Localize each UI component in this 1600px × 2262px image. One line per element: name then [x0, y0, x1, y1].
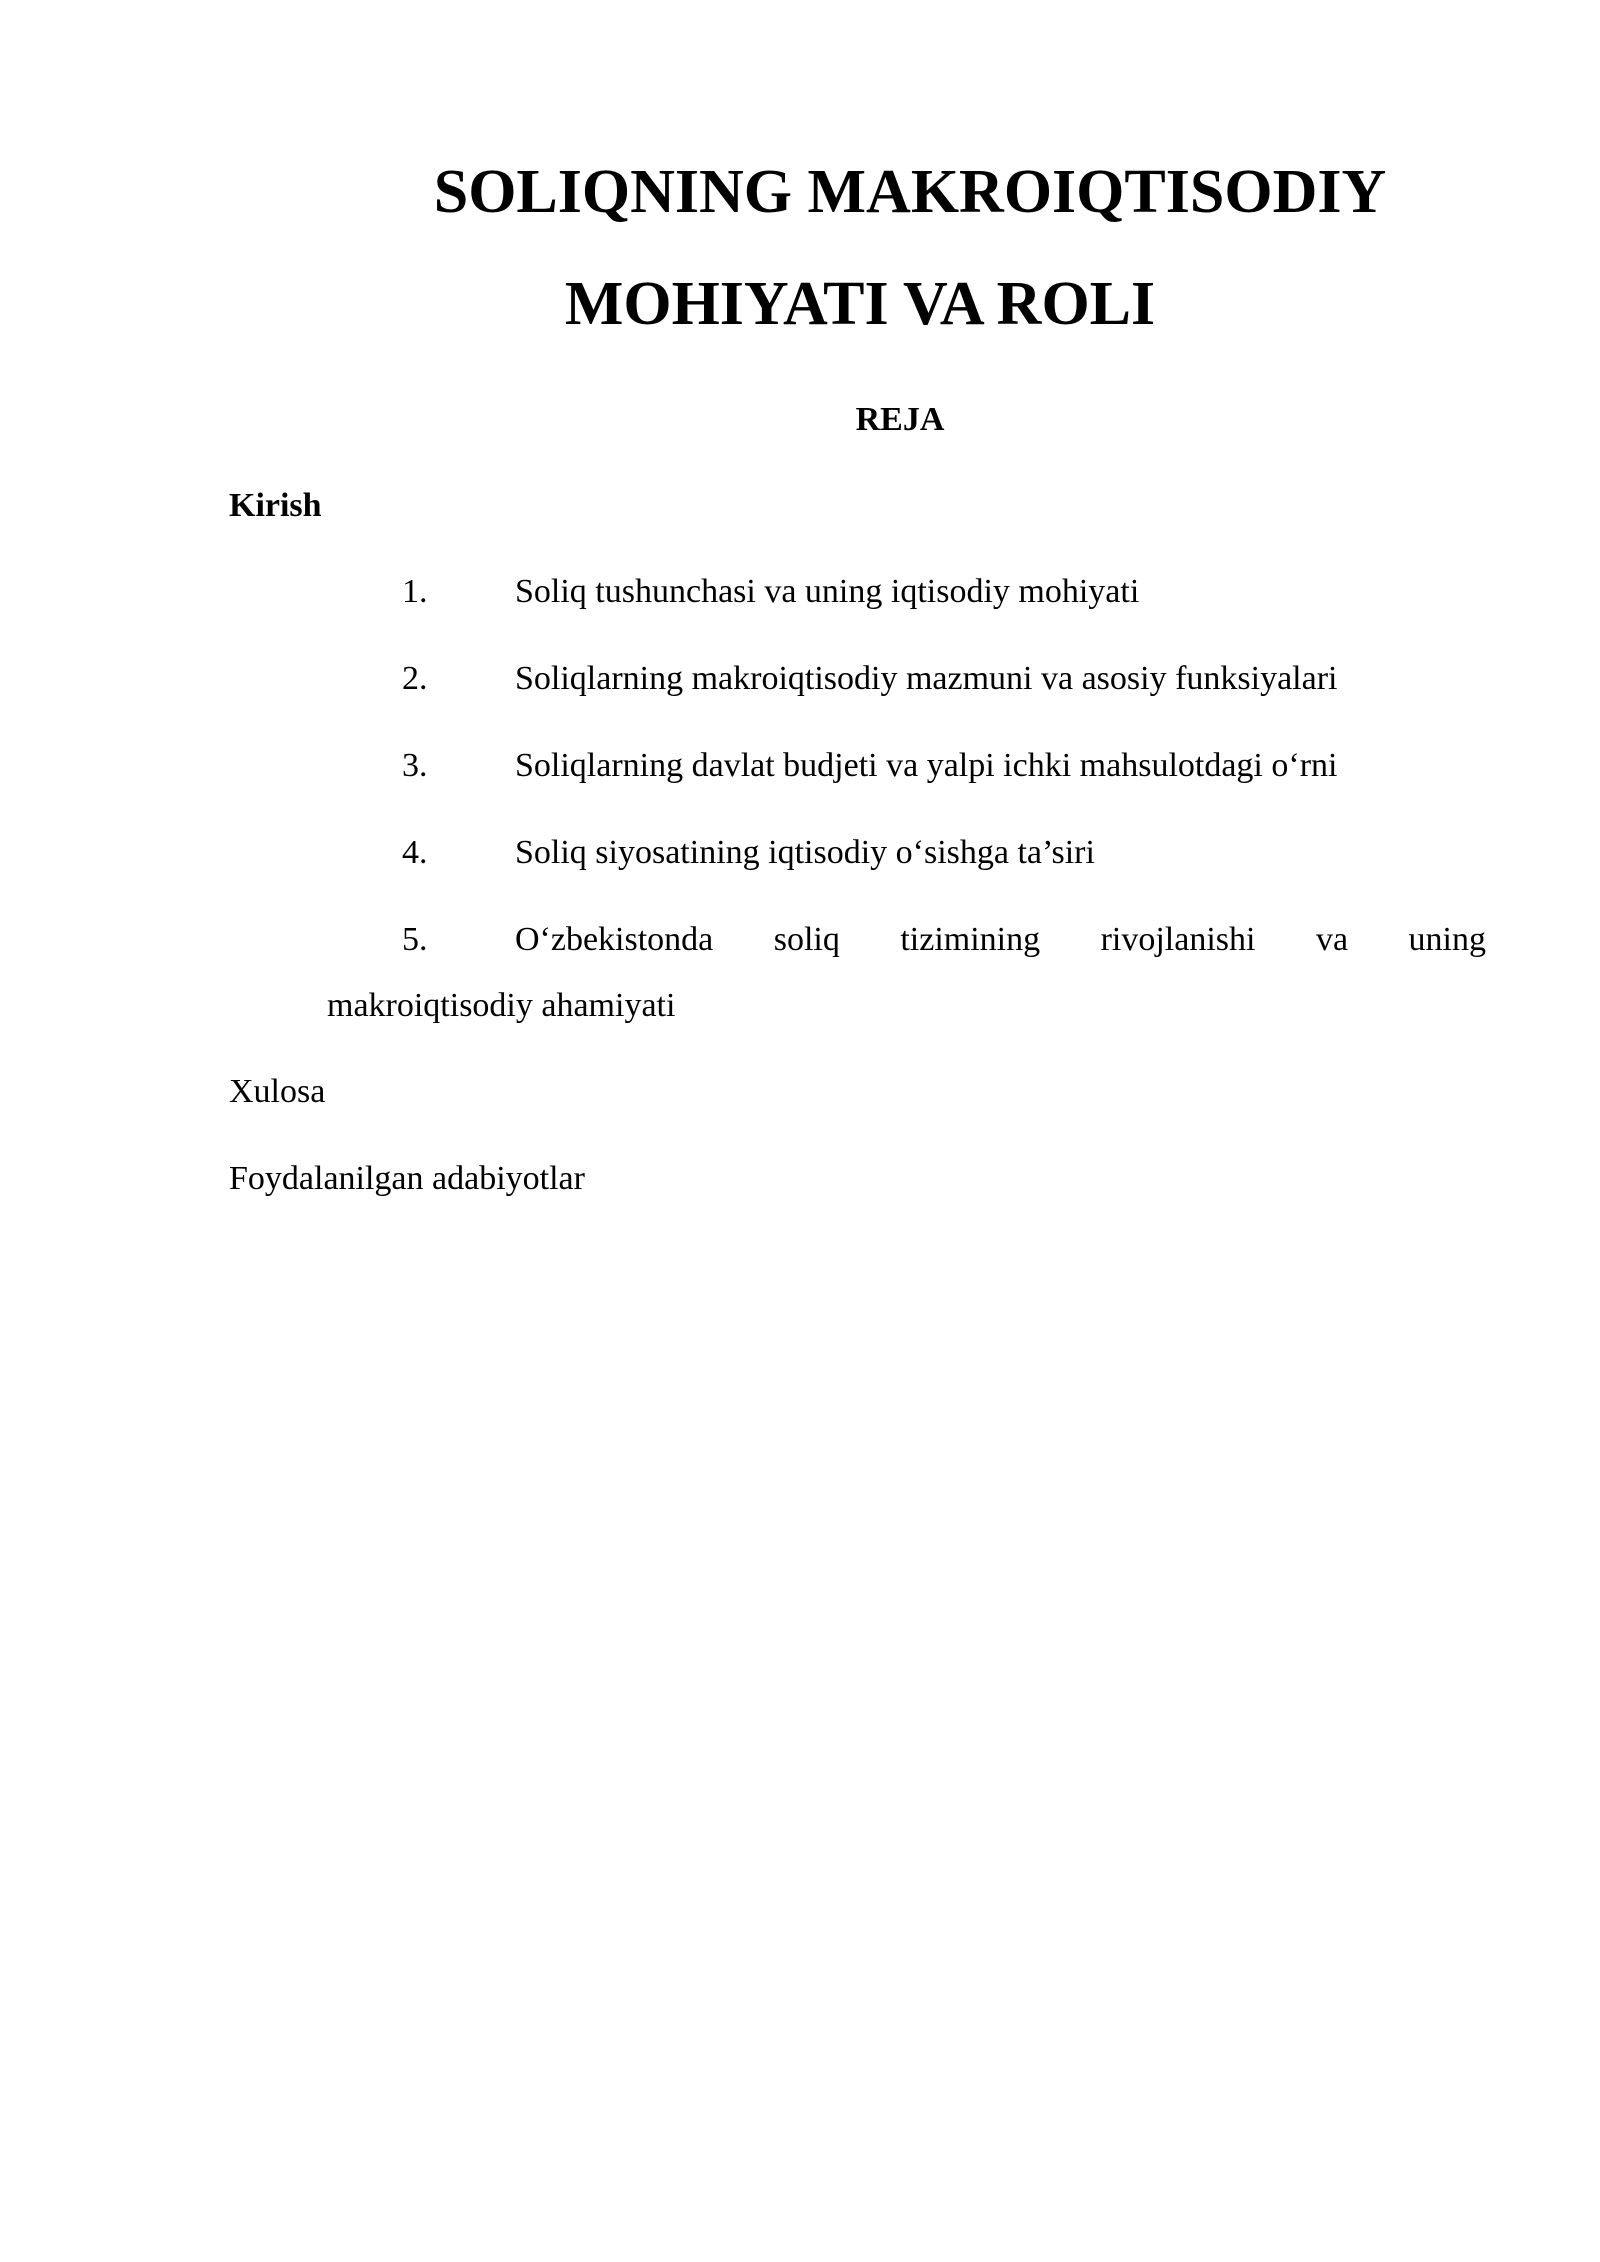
plan-item-text-line-2: makroiqtisodiy ahamiyati: [327, 987, 676, 1024]
plan-item-text: Soliq tushunchasi va uning iqtisodiy mohiyati: [515, 573, 1140, 610]
plan-item-text-line-1: [515, 918, 1486, 962]
plan-item-3: [0, 744, 1600, 788]
plan-item-word: uning: [1408, 921, 1486, 958]
plan-item-word: O‘zbekistonda: [515, 921, 714, 958]
plan-item-text: Soliqlarning davlat budjeti va yalpi ichki mahsulotdagi o‘rni: [515, 747, 1338, 784]
plan-heading: REJA: [855, 401, 945, 438]
plan-item-word: va: [1315, 921, 1349, 958]
introduction-heading: Kirish: [229, 487, 322, 524]
plan-item-word: tizimining: [900, 921, 1041, 958]
plan-item-4: [0, 831, 1600, 875]
plan-item-text: Soliq siyosatining iqtisodiy o‘sishga ta’siri: [515, 834, 1095, 871]
conclusion-heading: Xulosa: [229, 1073, 326, 1110]
title-line-2: MOHIYATI VA ROLI: [564, 270, 1156, 338]
plan-item-text: Soliqlarning makroiqtisodiy mazmuni va asosiy funksiyalari: [515, 660, 1338, 697]
plan-item-number: 1.: [402, 573, 428, 610]
plan-item-number: 3.: [402, 747, 428, 784]
plan-item-number: 2.: [402, 660, 428, 697]
plan-item-1: [0, 570, 1600, 614]
references-heading: Foydalanilgan adabiyotlar: [229, 1160, 585, 1197]
plan-item-number: 4.: [402, 834, 428, 871]
plan-item-word: soliq: [773, 921, 840, 958]
title-line-1: SOLIQNING MAKROIQTISODIY: [433, 158, 1387, 226]
plan-item-5: [0, 918, 1600, 1028]
plan-item-word: rivojlanishi: [1100, 921, 1256, 958]
plan-item-number: 5.: [402, 921, 428, 958]
plan-item-2: [0, 657, 1600, 701]
